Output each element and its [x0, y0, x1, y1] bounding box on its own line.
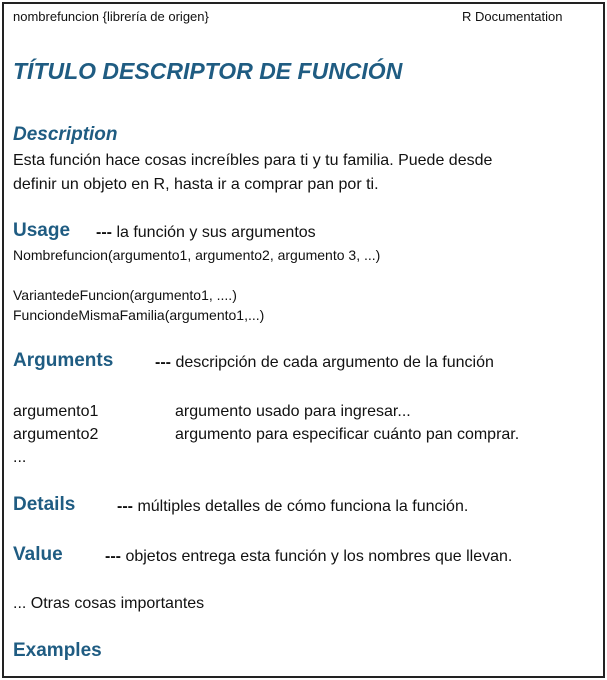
examples-heading: Examples	[13, 640, 102, 661]
usage-line-1: Nombrefuncion(argumento1, argumento2, argumento 3, ...)	[13, 247, 381, 263]
arguments-dashes: ---	[155, 354, 171, 371]
value-note-text: objetos entrega esta función y los nombres que llevan.	[125, 548, 513, 565]
usage-line-3: FunciondeMismaFamilia(argumento1,...)	[13, 307, 265, 323]
usage-heading: Usage	[13, 220, 71, 241]
arguments-note-text: descripción de cada argumento de la función	[175, 354, 494, 371]
usage-line-2: VariantedeFuncion(argumento1, ....)	[13, 287, 237, 303]
description-heading: Description	[13, 124, 118, 145]
value-heading: Value	[13, 544, 63, 565]
usage-note	[96, 224, 316, 242]
arguments-note	[155, 354, 494, 372]
argument-desc-1: argumento usado para ingresar...	[175, 403, 411, 420]
description-line-2: definir un objeto en R, hasta ir a comprar pan por ti.	[13, 176, 379, 193]
value-note	[105, 548, 512, 566]
page-title: TÍTULO DESCRIPTOR DE FUNCIÓN	[13, 58, 403, 84]
documentation-frame	[2, 2, 605, 678]
argument-desc-2: argumento para especificar cuánto pan comprar.	[175, 426, 520, 443]
details-note-text: múltiples detalles de cómo funciona la función.	[137, 498, 469, 515]
details-note	[117, 498, 468, 516]
description-line-1: Esta función hace cosas increíbles para ti y tu familia. Puede desde	[13, 152, 493, 169]
arguments-ellipsis: ...	[13, 449, 27, 466]
header-r-documentation: R Documentation	[462, 9, 563, 24]
arguments-heading: Arguments	[13, 350, 114, 371]
details-dashes: ---	[117, 498, 133, 515]
value-dashes: ---	[105, 548, 121, 565]
other-important-things: ... Otras cosas importantes	[13, 595, 205, 612]
usage-note-text: la función y sus argumentos	[116, 224, 316, 241]
usage-dashes: ---	[96, 224, 112, 241]
details-heading: Details	[13, 494, 76, 515]
argument-name-1: argumento1	[13, 403, 99, 420]
argument-name-2: argumento2	[13, 426, 99, 443]
header-function-name: nombrefuncion {librería de origen}	[13, 9, 209, 24]
